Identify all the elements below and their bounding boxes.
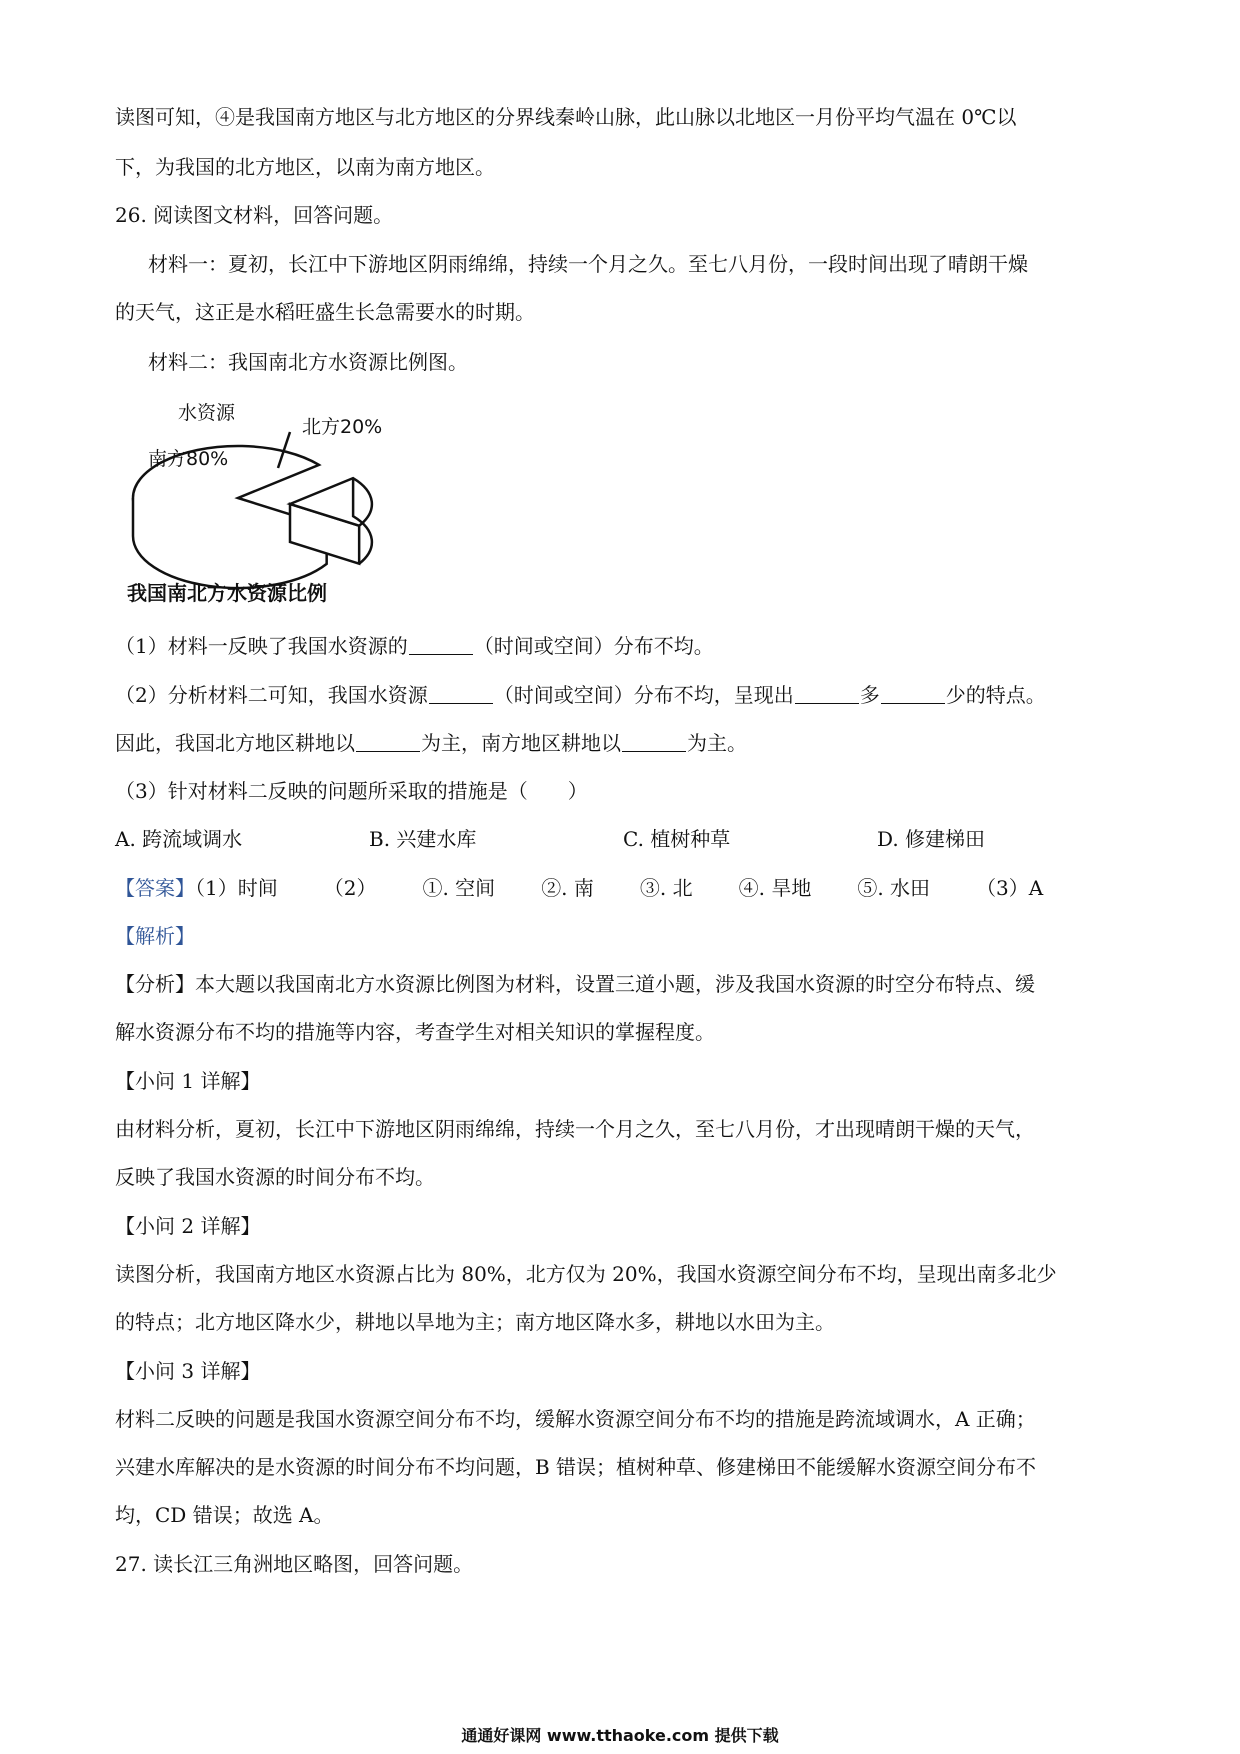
- detail-3-line-1: 材料二反映的问题是我国水资源空间分布不均，缓解水资源空间分布不均的措施是跨流域调水，A 正确；: [115, 1407, 1036, 1431]
- answer-blank[interactable]: [881, 685, 945, 704]
- intro-line-2: 下，为我国的北方地区，以南为南方地区。: [115, 155, 495, 179]
- sub-question-2-part: 为主。: [687, 731, 747, 755]
- option-a: A. 跨流域调水: [115, 827, 243, 851]
- slice-label-south: 南方80%: [148, 448, 229, 470]
- option-b: B. 兴建水库: [369, 827, 477, 851]
- jiexi-heading: 【解析】: [115, 924, 195, 948]
- answer-item: （1）时间: [195, 876, 278, 900]
- answer-blank[interactable]: [356, 733, 420, 752]
- material-1-line-2: 的天气，这正是水稻旺盛生长急需要水的时期。: [115, 300, 535, 324]
- answer-blank[interactable]: [429, 685, 493, 704]
- sub-question-3: （3）针对材料二反映的问题所采取的措施是（ ）: [115, 779, 588, 803]
- answer-blank[interactable]: [622, 733, 686, 752]
- answer-item: ⑤. 水田: [857, 876, 931, 900]
- answer-item: ②. 南: [541, 876, 594, 900]
- detail-2-heading: 【小问 2 详解】: [115, 1214, 261, 1238]
- sub-question-2-part: 为主，南方地区耕地以: [421, 731, 621, 755]
- sub-question-2-part: 多: [859, 683, 880, 707]
- detail-2-line-1: 读图分析，我国南方地区水资源占比为 80%，北方仅为 20%，我国水资源空间分布不均，呈现出南多北少: [115, 1262, 1057, 1286]
- detail-1-line-2: 反映了我国水资源的时间分布不均。: [115, 1165, 435, 1189]
- sub-question-2-cont: [115, 728, 1125, 758]
- options-row: [115, 824, 1125, 854]
- detail-2-line-2: 的特点；北方地区降水少，耕地以旱地为主；南方地区降水多，耕地以水田为主。: [115, 1310, 835, 1334]
- material-2: 材料二：我国南北方水资源比例图。: [148, 350, 468, 374]
- sub-question-2-part: （2）分析材料二可知，我国水资源: [115, 683, 428, 707]
- analysis-line-2: 解水资源分布不均的措施等内容，考查学生对相关知识的掌握程度。: [115, 1020, 715, 1044]
- answer-item: （2）: [323, 876, 377, 900]
- answer-row: [115, 873, 1125, 903]
- answer-tag: 【答案】: [115, 876, 195, 900]
- detail-3-line-2: 兴建水库解决的是水资源的时间分布不均问题，B 错误；植树种草、修建梯田不能缓解水资源空间分布不: [115, 1455, 1037, 1479]
- detail-3-heading: 【小问 3 详解】: [115, 1359, 261, 1383]
- answer-item: ①. 空间: [422, 876, 496, 900]
- detail-1-heading: 【小问 1 详解】: [115, 1069, 261, 1093]
- sub-question-1-prefix: （1）材料一反映了我国水资源的: [115, 634, 408, 658]
- sub-question-2: [115, 680, 1125, 710]
- intro-line-1: 读图可知，④是我国南方地区与北方地区的分界线秦岭山脉，此山脉以北地区一月份平均气温在 0℃以: [115, 105, 1017, 129]
- sub-question-1: [115, 631, 1125, 661]
- question-27-title: 27. 读长江三角洲地区略图，回答问题。: [115, 1552, 474, 1576]
- answer-item: ④. 旱地: [738, 876, 812, 900]
- sub-question-2-part: （时间或空间）分布不均，呈现出: [493, 683, 794, 707]
- slice-label-north: 北方20%: [302, 416, 383, 438]
- footer: 通通好课网 www.tthaoke.com 提供下载: [461, 1726, 779, 1745]
- detail-3-line-3: 均，CD 错误；故选 A。: [115, 1503, 334, 1527]
- chart-caption: 我国南北方水资源比例: [127, 581, 327, 605]
- question-26-title: 26. 阅读图文材料，回答问题。: [115, 203, 394, 227]
- option-c: C. 植树种草: [623, 827, 731, 851]
- material-1-line-1: 材料一：夏初，长江中下游地区阴雨绵绵，持续一个月之久。至七八月份，一段时间出现了晴朗干燥: [148, 252, 1028, 276]
- analysis-line-1: 【分析】本大题以我国南北方水资源比例图为材料，设置三道小题，涉及我国水资源的时空分布特点、缓: [115, 972, 1035, 996]
- sub-question-2-part: 因此，我国北方地区耕地以: [115, 731, 355, 755]
- answer-blank[interactable]: [409, 636, 473, 655]
- option-d: D. 修建梯田: [877, 827, 986, 851]
- chart-title: 水资源: [178, 402, 236, 424]
- sub-question-1-suffix: （时间或空间）分布不均。: [473, 634, 714, 658]
- answer-blank[interactable]: [795, 685, 859, 704]
- sub-question-2-part: 少的特点。: [945, 683, 1046, 707]
- answer-item: （3）A: [976, 876, 1044, 900]
- detail-1-line-1: 由材料分析，夏初，长江中下游地区阴雨绵绵，持续一个月之久，至七八月份，才出现晴朗干燥的天气，: [115, 1117, 1035, 1141]
- answer-item: ③. 北: [639, 876, 693, 900]
